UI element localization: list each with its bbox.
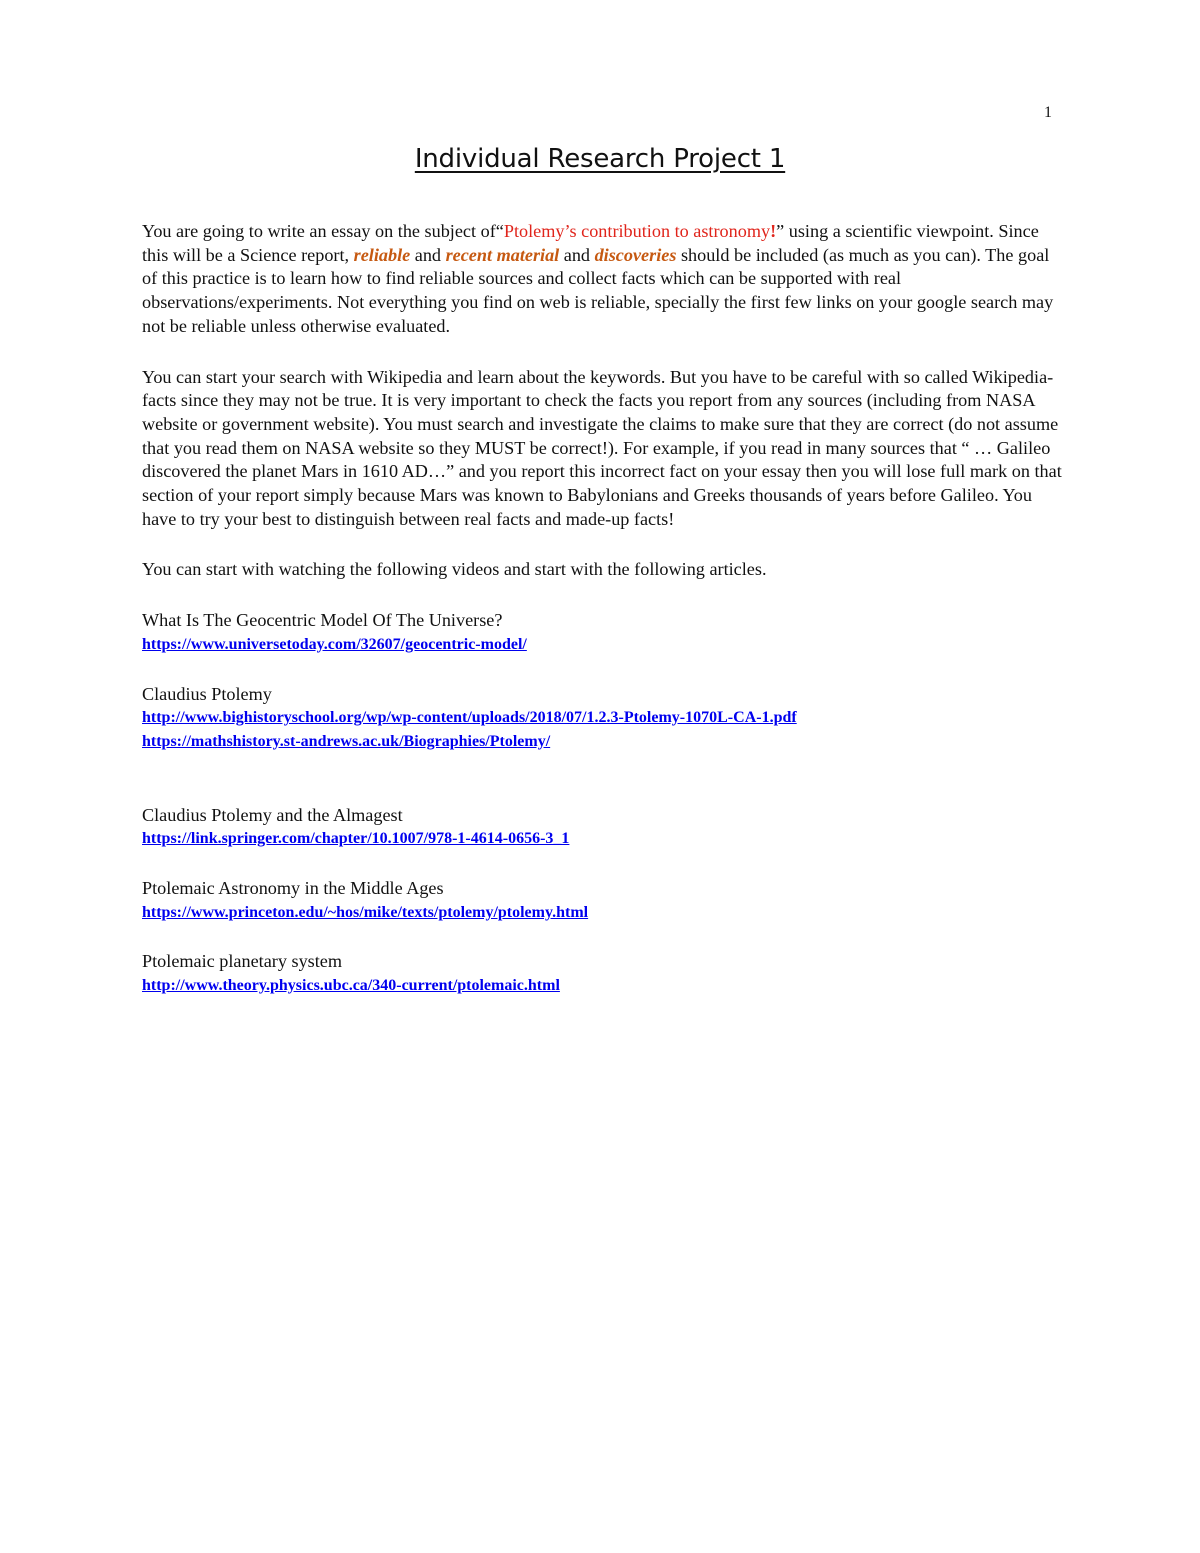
reference-title: What Is The Geocentric Model Of The Universe?: [142, 610, 503, 631]
page-number: 1: [1044, 104, 1052, 121]
reference-link[interactable]: https://www.universetoday.com/32607/geocentric-model/: [142, 635, 527, 653]
emphasis-reliable: reliable: [353, 244, 411, 265]
intro-text-3: and: [410, 244, 446, 265]
reference-almagest: [142, 804, 1062, 851]
document-body: [142, 220, 1062, 1024]
intro-text-2: ” using a scientific viewpoint. Since this will be a Science report,: [142, 221, 1039, 265]
intro-paragraph: [142, 220, 1062, 339]
reference-geocentric-model: [142, 609, 1062, 656]
page-title: Individual Research Project 1: [414, 144, 786, 174]
reference-middle-ages: [142, 877, 1062, 924]
reference-link[interactable]: https://mathshistory.st-andrews.ac.uk/Biographies/Ptolemy/: [142, 732, 551, 750]
reference-title: Claudius Ptolemy and the Almagest: [142, 804, 403, 825]
reference-title: Claudius Ptolemy: [142, 683, 272, 704]
reference-title: Ptolemaic Astronomy in the Middle Ages: [142, 878, 444, 899]
start-paragraph: You can start with watching the following videos and start with the following articles.: [142, 559, 767, 580]
reference-title: Ptolemaic planetary system: [142, 951, 343, 972]
reference-link[interactable]: https://link.springer.com/chapter/10.1007/978-1-4614-0656-3_1: [142, 830, 570, 848]
emphasis-discoveries: discoveries: [594, 244, 677, 265]
intro-text-1: You are going to write an essay on the subject of“: [142, 221, 504, 241]
reference-link[interactable]: http://www.theory.physics.ubc.ca/340-current/ptolemaic.html: [142, 977, 560, 995]
wikipedia-paragraph: You can start your search with Wikipedia and learn about the keywords. But you have to be careful with so called Wikipedia-facts since they may not be true. It is very important to check the facts you report from any sources (including from NASA website or government website). You must search and investigate the claims to make sure that they are correct (do not assume that you read them on NASA website so they MUST be correct!). For example, if you read in many sources that “ … Galileo discovered the planet Mars in 1610 AD…” and you report this incorrect fact on your essay then you will lose full mark on that section of your report simply because Mars was known to Babylonians and Greeks thousands of years before Galileo. You have to try your best to distinguish between real facts and made-up facts!: [142, 366, 1062, 529]
reference-planetary-system: [142, 950, 1062, 997]
intro-text-5: should be included (as much as you can). The goal of this practice is to learn how to find reliable sources and collect facts which can be supported with real observations/experiments. Not everything you find on web is reliable, specially the first few links on your google search may not be reliable unless otherwise evaluated.: [142, 244, 1054, 336]
reference-link[interactable]: https://www.princeton.edu/~hos/mike/texts/ptolemy/ptolemy.html: [142, 903, 589, 921]
essay-subject-exclamation: !: [770, 221, 777, 241]
intro-text-4: and: [559, 244, 595, 265]
reference-link[interactable]: http://www.bighistoryschool.org/wp/wp-content/uploads/2018/07/1.2.3-Ptolemy-1070L-CA-1.pdf: [142, 709, 797, 727]
essay-subject: Ptolemy’s contribution to astronomy: [503, 221, 771, 241]
emphasis-recent-material: recent material: [445, 244, 560, 265]
reference-claudius-ptolemy: [142, 683, 1062, 754]
